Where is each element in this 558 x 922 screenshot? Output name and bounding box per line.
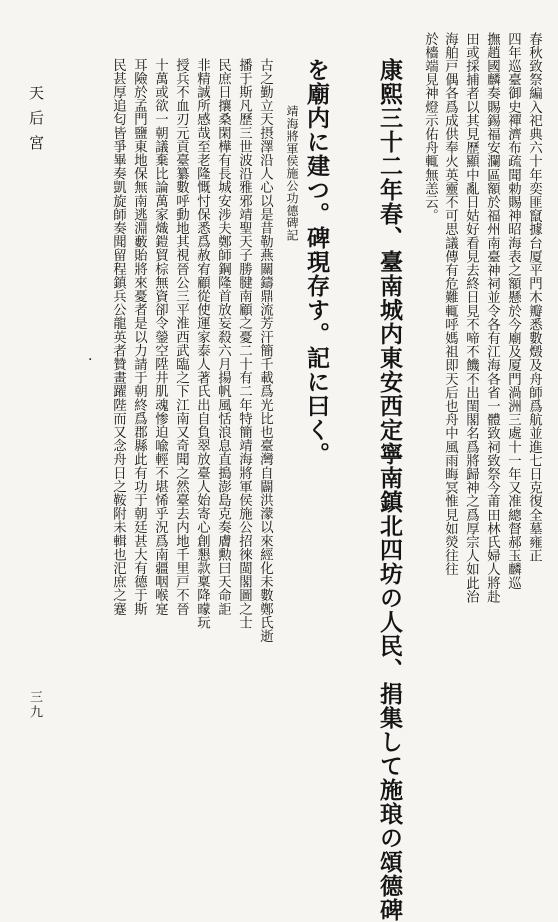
inscription-column-5: 授兵不血刃元貢臺纂數呼動地其視晉公三平淮西武臨之下江南又奇聞之然臺去内地千里戸不晉 <box>173 58 189 616</box>
quote-column-1: 春秋致祭編入祀典六十年奕匪竄據台厦平門木瓣悉數燬及舟師爲航並進七日克復全墓雍正 <box>526 32 542 563</box>
margin-mark: · <box>88 352 93 368</box>
quote-column-4: 田或採捕者以其見歷顯中亂日姑好看見去終日見不啼不饑不出閨閣名爲將歸神之爲厚宗人如此治 <box>463 32 479 604</box>
quote-column-6: 於檣端見神燈示佑舟輒無恙云。 <box>422 32 438 223</box>
inscription-column-4: 非精誠所感哉至老隆慨忖保悉爲赦宥顧從使運家泰人著氏出自負翠放臺人始寄心創懇款稟降曚玩 <box>194 58 210 630</box>
inscription-column-6: 十萬或欲一朝議棄比論萬家熾鎧貿棕無資卻令鎣空陞井肌魂惨迫喩輕不堪悕乎況爲南疆咽喉寔 <box>152 58 168 616</box>
narrative-line-1: 康熙三十二年春、臺南城内東安西定寧南鎮北四坊の人民、捐集して施琅の頌德碑 <box>376 58 403 922</box>
quote-column-3: 撫趙國麟奏賜錫福安瀾區額於福州南臺神祠並令各有江海各省一體致祠致祭今莆田林氏婦人將赴 <box>484 32 500 604</box>
page-number: 三九 <box>27 690 42 720</box>
inscription-column-1: 古之勤立天摂澤沿人心以是昔勒燕關鑄鼎流芳汗簡千載爲光比也臺灣自闢洪濛以來經化未數鄭氏逝 <box>257 58 273 643</box>
quote-column-2: 四年巡臺御史禪濟布疏聞勅賜神昭海表之額懸於今廟及厦門渦洲三處十一年又准總督郝玉麟巡 <box>505 32 521 590</box>
inscription-column-3: 民庶日攘桑閑樺有長城安涉夫鄭師鋼隆首放妄殺六月揚帆風恬浪息直搗澎島克奏膚勲曰天命詎 <box>215 58 231 616</box>
quote-column-5: 海舶戸偶各爲成供奉火英靈不可思議傳有危難輒呼媽祖即天后也舟中風雨晦冥惟見如熒往往 <box>442 32 458 576</box>
narrative-line-2: を廟内に建つ。碑現存す。記に曰く。 <box>303 58 330 466</box>
inscription-column-7: 耳險於孟門鹽東地保無南逃淵藪貽將來憂者是以力請于朝終爲郡縣此有功于朝廷甚大有德于斯 <box>131 58 147 616</box>
inscription-column-8: 民甚厚追匂皆爭畢奏凱旋師奏聞留程鎮兵公龍英者贊畫躍陛而又念舟日之鞍附未輯也汜庶之蹇 <box>110 58 126 616</box>
stele-title: 靖海將軍侯施公功德碑記 <box>285 105 299 242</box>
running-head: 天后宮 <box>27 85 45 160</box>
inscription-column-2: 播于斯凡歷三世波沿雅邪靖聖天子勝腱南顧之憂二十有二年特簡靖海將軍侯施公招徠閩閣圖之士 <box>236 58 252 630</box>
